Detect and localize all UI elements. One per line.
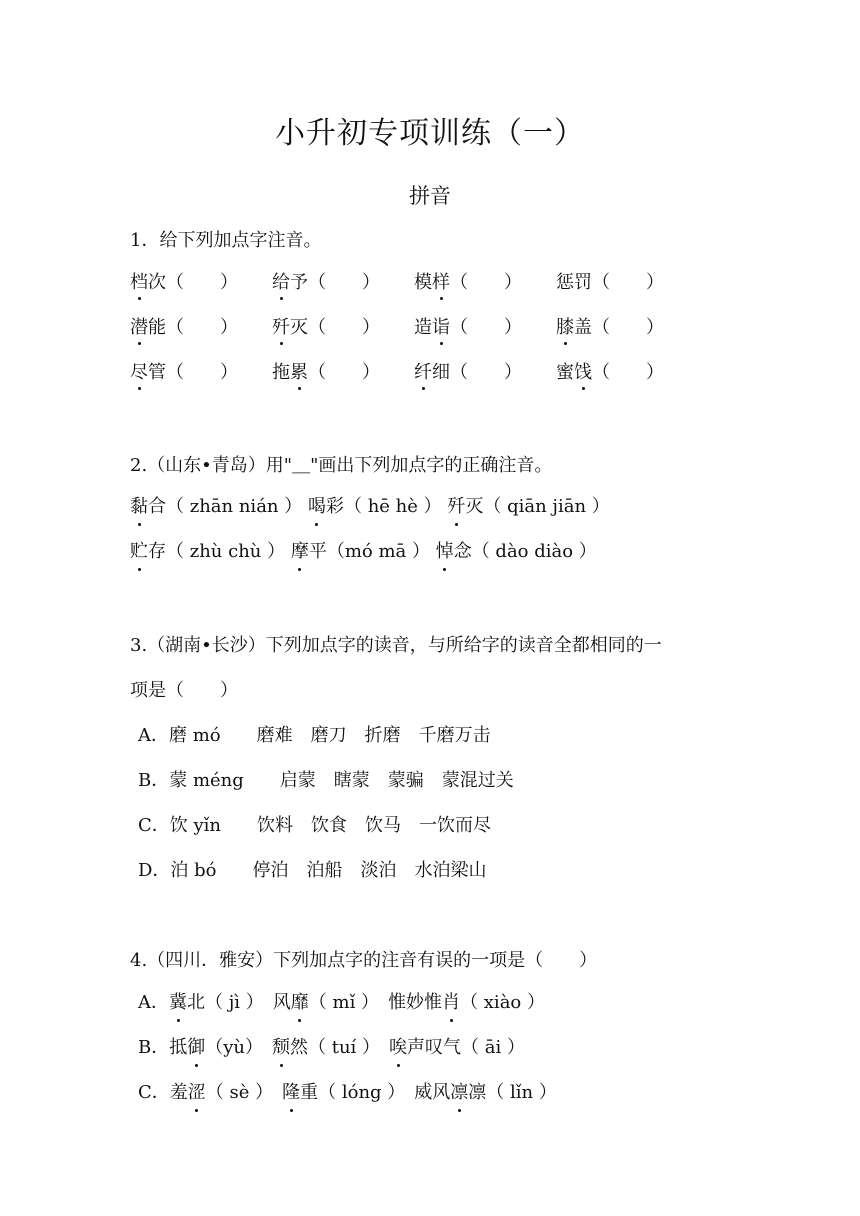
q1-word-text: （ ） (450, 272, 522, 293)
q1-row (130, 313, 690, 339)
q4-item-prefix: 威风 (414, 1082, 451, 1103)
q2-item-text: 灭（ qiān jiān ） (465, 496, 610, 517)
q2-prompt: 2.（山东•青岛）用"＿"画出下列加点字的正确注音。 (130, 455, 553, 476)
q4-item-prefix: A． (138, 992, 169, 1013)
q4-prompt: 4.（四川．雅安）下列加点字的注音有误的一项是（ ） (130, 950, 598, 971)
q3-option-c: C．饮 yǐn 饮料 饮食 饮马 一饮而尽 (138, 815, 492, 836)
q1-word-item (272, 268, 380, 294)
q1-word-text: 罚（ ） (574, 272, 664, 293)
q2-item-text: 存（ zhù chù ） (148, 541, 291, 562)
q1-row (130, 268, 690, 294)
q1-word-text: （ ） (308, 362, 380, 383)
q4-item-text: 声叹气（ āi ） (407, 1037, 525, 1058)
q1-word-prefix: 拖 (272, 362, 290, 383)
q1-word-item (556, 268, 664, 294)
q2-item-text: 平（mó mā ） (308, 541, 436, 562)
q2-item-dotted-char: 贮 (130, 539, 148, 565)
q1-word-item (130, 268, 238, 294)
q1-row (130, 358, 690, 384)
q3-prompt-continued: 项是（ ） (130, 680, 238, 701)
q1-word-text: 管（ ） (148, 362, 238, 383)
q1-word-dotted-char: 诣 (432, 313, 450, 339)
q2-item-dotted-char: 喝 (308, 494, 326, 520)
q4-item-prefix: 风 (272, 992, 291, 1013)
q1-word-text: 次（ ） (148, 272, 238, 293)
q1-word-text: （ ） (592, 362, 664, 383)
q4-item-prefix: B．抵 (138, 1037, 188, 1058)
q4-item-text: 然（ tuí ） (290, 1037, 390, 1058)
q1-word-item (414, 313, 522, 339)
q2-item-dotted-char: 黏 (130, 494, 148, 520)
q4-item-dotted-char: 御 (187, 1035, 205, 1061)
page-title: 小升初专项训练（一） (275, 116, 585, 151)
q4-item-text: （yù） (205, 1037, 272, 1058)
q4-item-dotted-char: 冀 (169, 990, 187, 1016)
q1-word-item (556, 313, 664, 339)
q1-prompt: 1．给下列加点字注音。 (130, 230, 322, 251)
q1-word-dotted-char: 累 (290, 358, 308, 384)
section-heading: 拼音 (409, 184, 451, 208)
q3-option-a: A．磨 mó 磨难 磨刀 折磨 千磨万击 (138, 725, 491, 746)
q1-word-dotted-char: 尽 (130, 358, 148, 384)
q4-item-dotted-char: 凛 (450, 1080, 468, 1106)
q4-item-text: 重（ lóng ） (300, 1082, 415, 1103)
q1-word-text: 予（ ） (290, 272, 380, 293)
q1-word-dotted-char: 档 (130, 268, 148, 294)
q2-item-dotted-char: 歼 (447, 494, 465, 520)
q1-word-item (272, 313, 380, 339)
q1-word-item (130, 358, 238, 384)
q1-word-dotted-char: 给 (272, 268, 290, 294)
q1-word-dotted-char: 潜 (130, 313, 148, 339)
q1-word-text: 灭（ ） (290, 317, 380, 338)
q3-option-b: B．蒙 méng 启蒙 瞎蒙 蒙骗 蒙混过关 (138, 770, 514, 791)
q1-word-dotted-char: 饯 (574, 358, 592, 384)
q2-item-text: 彩（ hē hè ） (325, 496, 448, 517)
q4-item-text: 凛（ lǐn ） (468, 1082, 557, 1103)
q4-item-dotted-char: 肖 (442, 990, 460, 1016)
q1-word-text: 能（ ） (148, 317, 238, 338)
q1-word-prefix: 造 (414, 317, 432, 338)
q4-item-dotted-char: 涩 (188, 1080, 206, 1106)
q2-line-1 (130, 494, 610, 520)
q4-item-prefix: C．羞 (138, 1082, 188, 1103)
q4-item-text: （ xiào ） (460, 992, 545, 1013)
q1-word-item (130, 313, 238, 339)
q1-word-prefix: 蜜 (556, 362, 574, 383)
q3-prompt: 3.（湖南•长沙）下列加点字的读音，与所给字的读音全都相同的一 (130, 635, 662, 656)
q1-word-text: （ ） (450, 317, 522, 338)
q1-word-item (556, 358, 664, 384)
q4-item-text: 北（ jì ） (187, 992, 273, 1013)
q4-item-dotted-char: 颓 (272, 1035, 290, 1061)
q1-word-dotted-char: 膝 (556, 313, 574, 339)
q2-item-dotted-char: 悼 (436, 539, 454, 565)
q1-word-item (414, 268, 522, 294)
q2-item-text: 合（ zhān nián ） (148, 496, 308, 517)
q3-option-d: D．泊 bó 停泊 泊船 淡泊 水泊梁山 (138, 860, 487, 881)
q1-word-dotted-char: 样 (432, 268, 450, 294)
q2-item-text: 念（ dào diào ） (453, 541, 597, 562)
q2-item-dotted-char: 摩 (291, 539, 309, 565)
q4-item-dotted-char: 唉 (389, 1035, 407, 1061)
q1-word-text: 盖（ ） (574, 317, 664, 338)
q1-word-prefix: 惩 (556, 272, 574, 293)
q4-item-text: （ sè ） (205, 1082, 283, 1103)
q4-item-dotted-char: 隆 (282, 1080, 300, 1106)
q1-word-dotted-char: 纤 (414, 358, 432, 384)
q2-line-2 (130, 539, 597, 565)
q4-item-prefix: 惟妙惟 (388, 992, 443, 1013)
q1-word-text: 细（ ） (432, 362, 522, 383)
q1-word-prefix: 模 (414, 272, 432, 293)
q4-item-text: （ mǐ ） (308, 992, 389, 1013)
q4-option-a (138, 990, 545, 1016)
q4-item-dotted-char: 靡 (291, 990, 309, 1016)
q1-word-item (272, 358, 380, 384)
q4-option-c (138, 1080, 557, 1106)
q4-option-b (138, 1035, 525, 1061)
q1-word-item (414, 358, 522, 384)
q1-word-dotted-char: 歼 (272, 313, 290, 339)
